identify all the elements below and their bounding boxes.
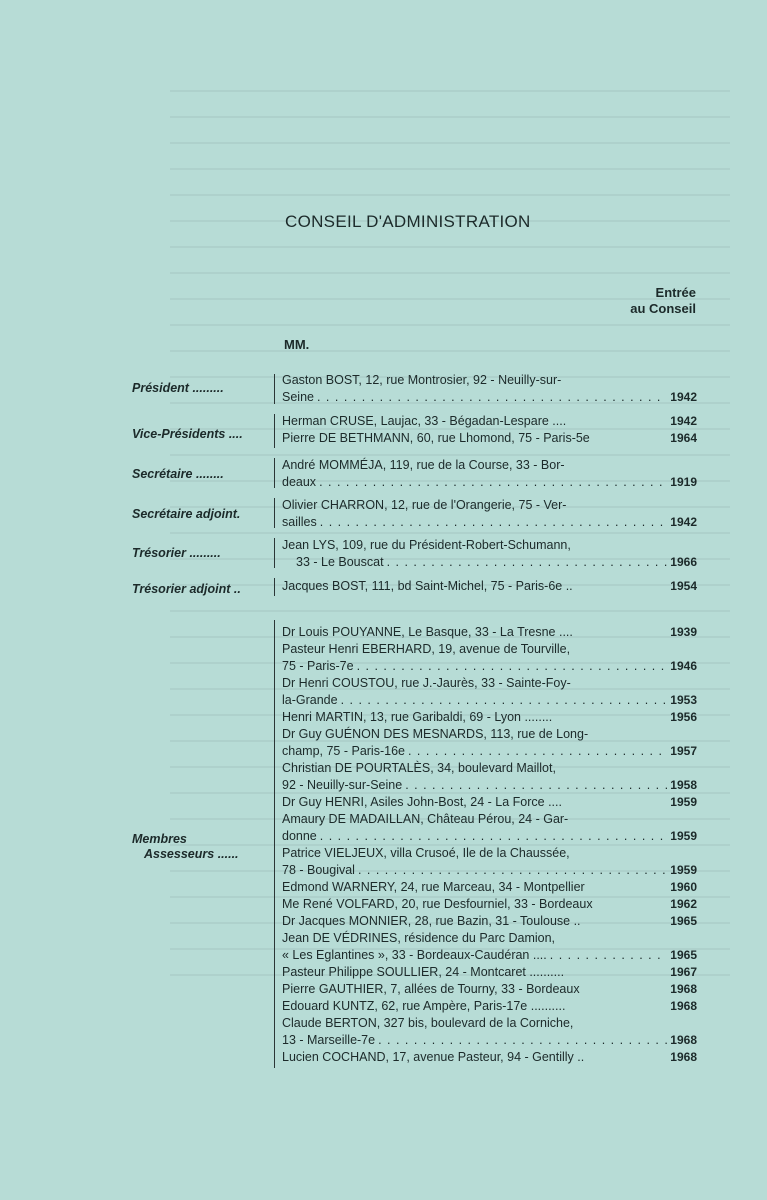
entry-year: 1966: [670, 555, 697, 569]
assessor-entry: [282, 624, 697, 641]
entry-year: 1953: [670, 693, 697, 707]
entry-line2: 75 - Paris-7e: [282, 659, 354, 673]
assessors-list: [282, 624, 697, 1066]
entry-year: 1967: [670, 965, 697, 979]
entry-line1: Herman CRUSE, Laujac, 33 - Bégadan-Lespare ....: [282, 414, 567, 428]
entry-header-line2: au Conseil: [630, 301, 696, 316]
role-tresorier: Trésorier .........: [132, 546, 221, 560]
assessor-entry: [282, 760, 697, 794]
officer-entry-tresorier: [282, 537, 697, 571]
role-president: Président .........: [132, 381, 224, 395]
entry-year: 1965: [670, 914, 697, 928]
entry-year: 1942: [670, 390, 697, 404]
assessor-entry: [282, 845, 697, 879]
assessor-entry: [282, 641, 697, 675]
assessor-entry: [282, 998, 697, 1015]
bracket-bar: [274, 374, 275, 404]
entry-year: 1960: [670, 880, 697, 894]
entry-year: 1919: [670, 475, 697, 489]
entry-year: 1959: [670, 795, 697, 809]
entry-year: 1959: [670, 829, 697, 843]
mm-label: MM.: [284, 337, 310, 352]
bracket-bar: [274, 414, 275, 448]
entry-year: 1957: [670, 744, 697, 758]
entry-line2: 92 - Neuilly-sur-Seine: [282, 778, 403, 792]
entry-line1: Claude BERTON, 327 bis, boulevard de la Corniche,: [282, 1016, 574, 1030]
assessor-entry: [282, 1049, 697, 1066]
assessor-entry: [282, 964, 697, 981]
entry-year: 1968: [670, 982, 697, 996]
role-membres-assesseurs: Membres Assesseurs ......: [132, 832, 239, 861]
bracket-bar: [274, 498, 275, 528]
entry-line1: Amaury DE MADAILLAN, Château Pérou, 24 - Gar-: [282, 812, 569, 826]
entry-line2: 13 - Marseille-7e: [282, 1033, 376, 1047]
assessor-entry: [282, 811, 697, 845]
assessor-entry: [282, 794, 697, 811]
entry-year: 1968: [670, 1033, 697, 1047]
entry-year: 1942: [670, 515, 697, 529]
bracket-bar: [274, 538, 275, 568]
leader-dots: [320, 514, 668, 531]
entry-line2: la-Grande: [282, 693, 338, 707]
assessor-entry: [282, 1015, 697, 1049]
assessor-entry: [282, 896, 697, 913]
entry-line1: Jean DE VÉDRINES, résidence du Parc Damion,: [282, 931, 556, 945]
leader-dots: [319, 474, 667, 491]
entry-line1: Pasteur Henri EBERHARD, 19, avenue de Tourville,: [282, 642, 571, 656]
entry-line1: Pierre GAUTHIER, 7, allées de Tourny, 33 - Bordeaux: [282, 982, 580, 996]
entry-line1: Edouard KUNTZ, 62, rue Ampère, Paris-17e ..........: [282, 999, 566, 1013]
entry-line1: Jacques BOST, 111, bd Saint-Michel, 75 - Paris-6e ..: [282, 579, 573, 593]
entry-line1: Olivier CHARRON, 12, rue de l'Orangerie, 75 - Ver-: [282, 498, 567, 512]
role-vice-presidents: Vice-Présidents ....: [132, 427, 243, 441]
leader-dots: [387, 554, 668, 571]
leader-dots: [317, 389, 667, 406]
bracket-bar: [274, 620, 275, 1068]
role-secretaire-adjoint: Secrétaire adjoint.: [132, 507, 241, 521]
entry-line2: « Les Eglantines », 33 - Bordeaux-Caudéran ....: [282, 948, 547, 962]
assessor-entry: [282, 675, 697, 709]
entry-line1: André MOMMÉJA, 119, rue de la Course, 33 - Bor-: [282, 458, 565, 472]
role-secretaire: Secrétaire ........: [132, 467, 224, 481]
entry-year: 1946: [670, 659, 697, 673]
leader-dots: [378, 1032, 667, 1049]
entry-year: 1968: [670, 1050, 697, 1064]
entry-line1: Dr Guy GUÉNON DES MESNARDS, 113, rue de Long-: [282, 727, 589, 741]
assessor-entry: [282, 930, 697, 964]
entry-line2: Seine: [282, 390, 314, 404]
officer-entry-secretaire-adjoint: [282, 497, 697, 531]
entry-line2: deaux: [282, 475, 317, 489]
entry-line1: Lucien COCHAND, 17, avenue Pasteur, 94 - Gentilly ..: [282, 1050, 585, 1064]
entry-line1: Gaston BOST, 12, rue Montrosier, 92 - Neuilly-sur-: [282, 373, 562, 387]
leader-dots: [405, 777, 667, 794]
entry-line1: Edmond WARNERY, 24, rue Marceau, 34 - Montpellier: [282, 880, 585, 894]
entry-line1: Jean LYS, 109, rue du Président-Robert-Schumann,: [282, 538, 571, 552]
bracket-bar: [274, 578, 275, 596]
leader-dots: [358, 862, 667, 879]
entry-line1: Pasteur Philippe SOULLIER, 24 - Montcaret ..........: [282, 965, 565, 979]
entry-year: 1956: [670, 710, 697, 724]
officer-entry-secretaire: [282, 457, 697, 491]
assessor-entry: [282, 913, 697, 930]
entry-column-header: [630, 285, 696, 317]
assessor-entry: [282, 981, 697, 998]
entry-line1: Dr Jacques MONNIER, 28, rue Bazin, 31 - Toulouse ..: [282, 914, 581, 928]
role-tresorier-adjoint: Trésorier adjoint ..: [132, 582, 241, 596]
leader-dots: [550, 947, 668, 964]
assessor-entry: [282, 726, 697, 760]
entry-year: 1962: [670, 897, 697, 911]
entry-line1: Dr Guy HENRI, Asiles John-Bost, 24 - La Force ....: [282, 795, 562, 809]
entry-year: 1942: [670, 414, 697, 428]
entry-line2: donne: [282, 829, 317, 843]
entry-year: 1959: [670, 863, 697, 877]
entry-line1: Dr Louis POUYANNE, Le Basque, 33 - La Tresne ....: [282, 625, 573, 639]
officer-entry-president: [282, 372, 697, 406]
entry-line2: sailles: [282, 515, 317, 529]
entry-year: 1965: [670, 948, 697, 962]
entry-line2: Pierre DE BETHMANN, 60, rue Lhomond, 75 - Paris-5e: [282, 431, 590, 445]
entry-header-line1: Entrée: [655, 285, 696, 300]
officer-entry-vice-presidents: [282, 413, 697, 447]
entry-line2: champ, 75 - Paris-16e: [282, 744, 405, 758]
entry-line1: Henri MARTIN, 13, rue Garibaldi, 69 - Lyon ........: [282, 710, 553, 724]
entry-line1: Dr Henri COUSTOU, rue J.-Jaurès, 33 - Sainte-Foy-: [282, 676, 571, 690]
entry-line1: Me René VOLFARD, 20, rue Desfourniel, 33 - Bordeaux: [282, 897, 593, 911]
assessor-entry: [282, 879, 697, 896]
leader-dots: [341, 692, 668, 709]
bracket-bar: [274, 458, 275, 488]
entry-year: 1939: [670, 625, 697, 639]
assessor-entry: [282, 709, 697, 726]
entry-year: 1964: [670, 431, 697, 445]
entry-year: 1954: [670, 579, 697, 593]
entry-line2: 33 - Le Bouscat: [296, 555, 384, 569]
entry-line2: 78 - Bougival: [282, 863, 355, 877]
entry-year: 1958: [670, 778, 697, 792]
entry-line1: Christian DE POURTALÈS, 34, boulevard Maillot,: [282, 761, 556, 775]
entry-line1: Patrice VIELJEUX, villa Crusoé, Ile de la Chaussée,: [282, 846, 570, 860]
leader-dots: [320, 828, 668, 845]
entry-year: 1968: [670, 999, 697, 1013]
leader-dots: [408, 743, 667, 760]
page-title: CONSEIL D'ADMINISTRATION: [285, 212, 531, 231]
leader-dots: [357, 658, 668, 675]
officer-entry-tresorier-adjoint: [282, 578, 697, 595]
